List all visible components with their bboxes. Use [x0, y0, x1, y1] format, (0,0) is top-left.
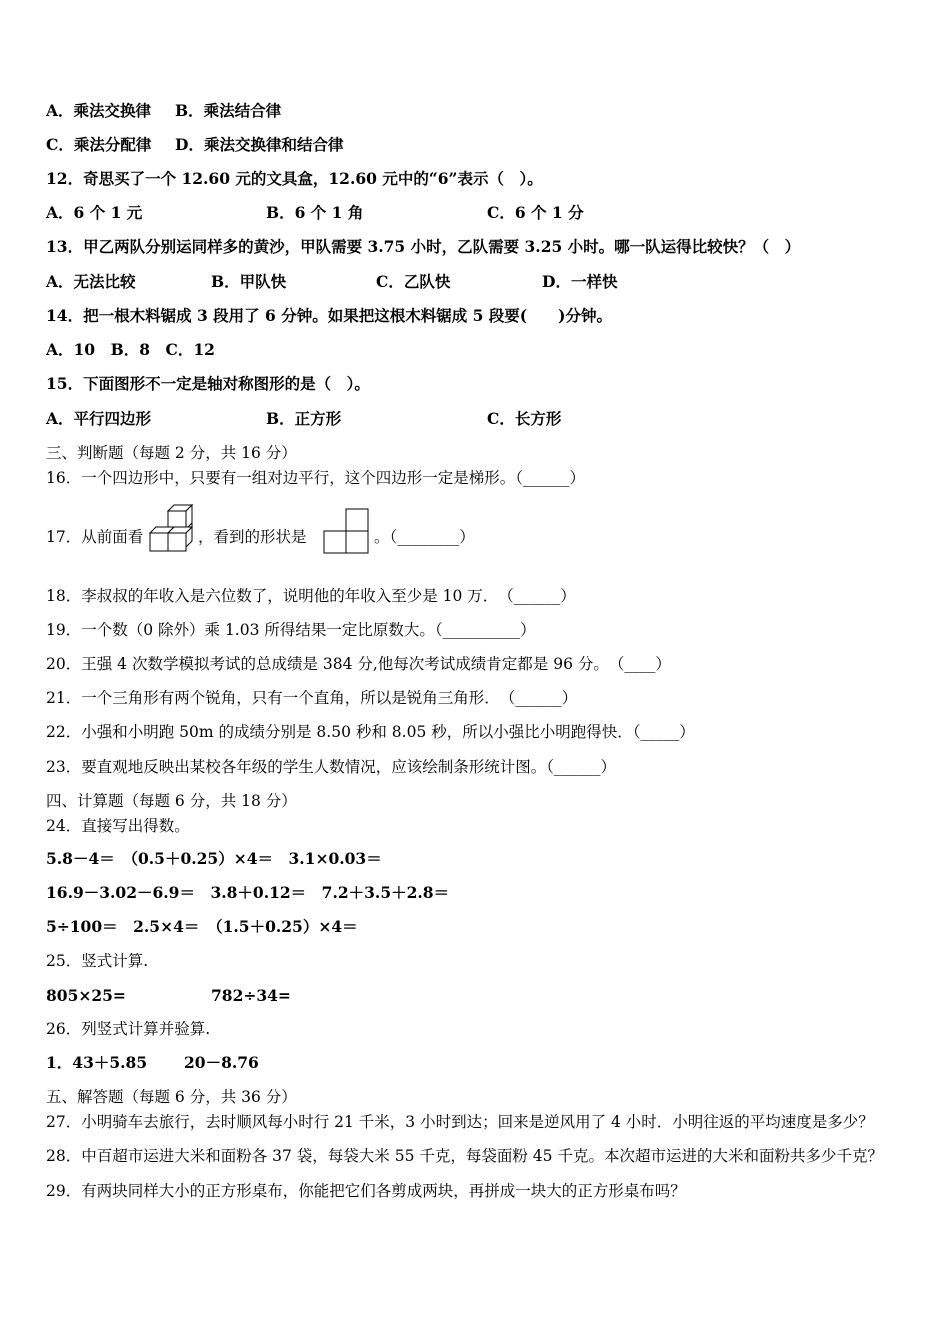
q12-text: 12．奇思买了一个 12.60 元的文具盒，12.60 元中的“6”表示（ ）。: [46, 169, 543, 188]
q13-option-b: B．甲队快: [211, 272, 287, 291]
q19-text: 19．一个数（0 除外）乘 1.03 所得结果一定比原数大。（__________）: [46, 621, 536, 639]
q20-text: 20．王强 4 次数学模拟考试的总成绩是 384 分,他每次考试成绩肯定都是 96 分。 （____）: [46, 655, 671, 673]
cube-stack-figure: [148, 503, 194, 553]
q11-option-b: B．乘法结合律: [175, 101, 282, 120]
q14-text: 14．把一根木料锯成 3 段用了 6 分钟。如果把这根木料锯成 5 段要( )分钟。: [46, 306, 612, 325]
q16-text: 16．一个四边形中，只要有一组对边平行，这个四边形一定是梯形。（______）: [46, 469, 585, 487]
q15-option-b: B．正方形: [266, 409, 342, 428]
q28-text: 28．中百超市运进大米和面粉各 37 袋，每袋大米 55 千克，每袋面粉 45 千克。本次超市运进的大米和面粉共多少千克？: [46, 1147, 883, 1165]
q13-option-d: D．一样快: [542, 272, 618, 291]
q17-suffix: 。（________）: [374, 528, 475, 546]
q18-text: 18．李叔叔的年收入是六位数了，说明他的年收入至少是 10 万． （______）: [46, 587, 576, 605]
q13-text: 13．甲乙两队分别运同样多的黄沙，甲队需要 3.75 小时，乙队需要 3.25 小时。哪一队运得比较快？（ ）: [46, 237, 801, 256]
q17-prefix: 17．从前面看: [46, 528, 144, 546]
q13-option-a: A．无法比较: [46, 272, 136, 291]
section-4-heading: 四、计算题（每题 6 分，共 18 分）: [46, 792, 297, 810]
section-5-heading: 五、解答题（每题 6 分，共 36 分）: [46, 1088, 297, 1106]
q27-text: 27．小明骑车去旅行，去时顺风每小时行 21 千米，3 小时到达；回来是逆风用了 4 小时．小明往返的平均速度是多少？: [46, 1113, 874, 1131]
q29-text: 29．有两块同样大小的正方形桌布，你能把它们各剪成两块，再拼成一块大的正方形桌布吗？: [46, 1182, 686, 1200]
section-3-heading: 三、判断题（每题 2 分，共 16 分）: [46, 444, 297, 462]
q22-text: 22．小强和小明跑 50m 的成绩分别是 8.50 秒和 8.05 秒，所以小强比小明跑得快．（_____）: [46, 723, 695, 741]
q12-option-a: A．6 个 1 元: [46, 203, 143, 222]
q11-option-a: A．乘法交换律: [46, 101, 152, 120]
front-view-shape-figure: [322, 508, 372, 554]
q25-text: 25．竖式计算.: [46, 952, 149, 970]
q21-text: 21．一个三角形有两个锐角，只有一个直角，所以是锐角三角形． （______）: [46, 689, 578, 707]
q24-row-2: 16.9－3.02－6.9＝ 3.8＋0.12＝ 7.2＋3.5＋2.8＝: [46, 883, 450, 902]
q24-row-1: 5.8－4＝ （0.5＋0.25）×4＝ 3.1×0.03＝: [46, 849, 382, 868]
q26-item-1: 1．43＋5.85: [46, 1053, 148, 1072]
q12-option-b: B．6 个 1 角: [266, 203, 364, 222]
q14-options: A．10 B．8 C．12: [46, 340, 215, 359]
q13-option-c: C．乙队快: [376, 272, 451, 291]
q15-text: 15．下面图形不一定是轴对称图形的是（ ）。: [46, 374, 370, 393]
q17-middle: ，看到的形状是: [198, 528, 307, 546]
q23-text: 23．要直观地反映出某校各年级的学生人数情况，应该绘制条形统计图。（______）: [46, 758, 616, 776]
q15-option-c: C．长方形: [487, 409, 562, 428]
q12-option-c: C．6 个 1 分: [487, 203, 584, 222]
q25-item-1: 805×25=: [46, 986, 126, 1005]
q11-option-c: C．乘法分配律: [46, 135, 152, 154]
q26-text: 26．列竖式计算并验算.: [46, 1020, 211, 1038]
q25-item-2: 782÷34=: [211, 986, 291, 1005]
q15-option-a: A．平行四边形: [46, 409, 152, 428]
q24-text: 24．直接写出得数。: [46, 817, 190, 835]
q24-row-3: 5÷100＝ 2.5×4＝ （1.5＋0.25）×4＝: [46, 917, 358, 936]
q26-item-2: 20－8.76: [184, 1053, 259, 1072]
q11-option-d: D．乘法交换律和结合律: [175, 135, 344, 154]
